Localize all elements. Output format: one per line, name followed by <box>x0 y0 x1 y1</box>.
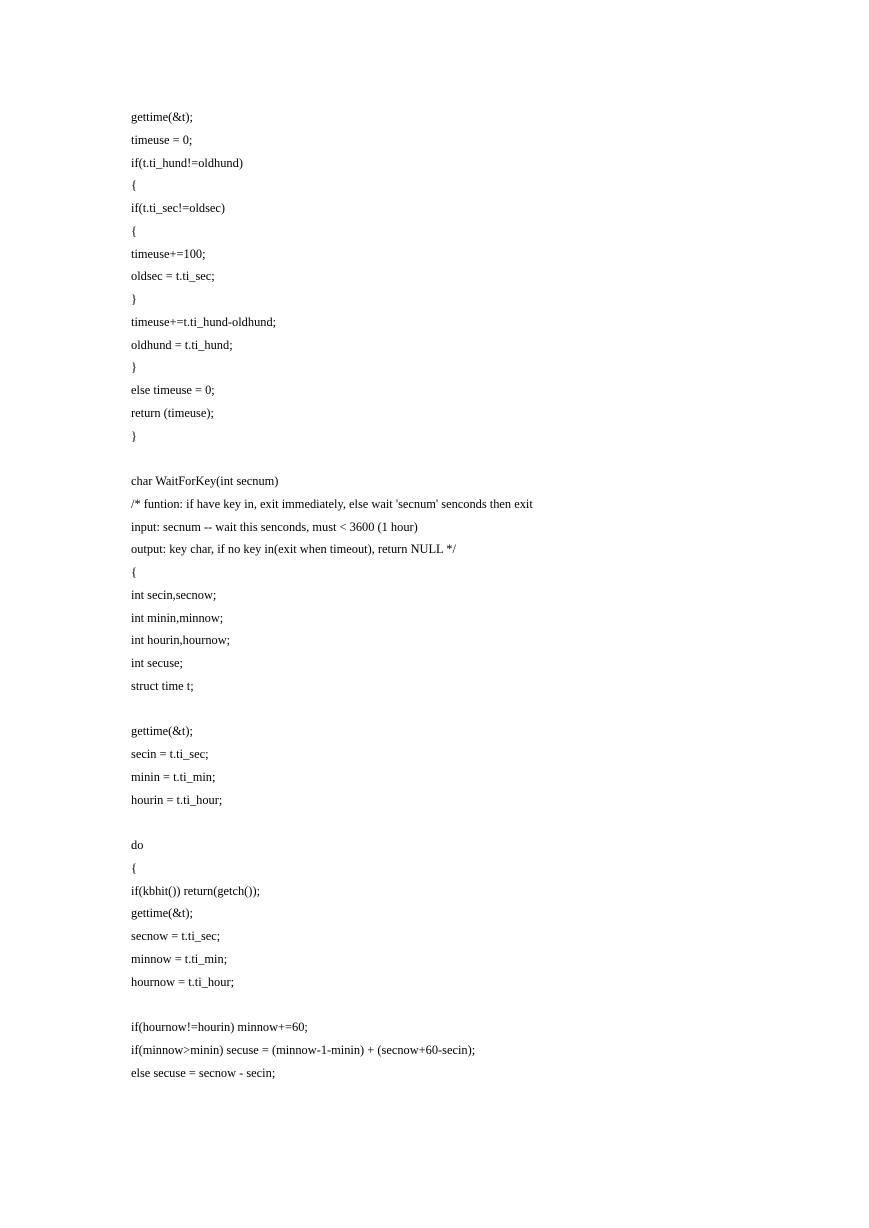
blank-line <box>131 811 831 834</box>
code-line: oldsec = t.ti_sec; <box>131 269 215 284</box>
code-line: else timeuse = 0; <box>131 383 215 397</box>
code-line: { <box>131 860 137 875</box>
code-line: secnow = t.ti_sec; <box>131 929 221 943</box>
code-line: gettime(&t); <box>131 724 193 739</box>
code-line: if(hournow!=hourin) minnow+=60; <box>131 1020 308 1034</box>
blank-line <box>131 698 831 721</box>
code-line: else secuse = secnow - secin; <box>131 1065 276 1080</box>
code-line: if(t.ti_hund!=oldhund) <box>131 155 243 170</box>
code-line: oldhund = t.ti_hund; <box>131 337 233 352</box>
blank-line <box>131 993 831 1016</box>
code-line: { <box>131 178 137 193</box>
code-line: /* funtion: if have key in, exit immediately, else wait 'secnum' senconds then exit <box>131 496 533 511</box>
code-line: char WaitForKey(int secnum) <box>131 474 279 488</box>
code-line: timeuse+=t.ti_hund-oldhund; <box>131 314 277 329</box>
code-line: int secin,secnow; <box>131 587 217 602</box>
code-line: } <box>131 428 137 443</box>
code-line: hourin = t.ti_hour; <box>131 792 223 807</box>
code-line: int secuse; <box>131 656 183 670</box>
code-line: output: key char, if no key in(exit when timeout), return NULL */ <box>131 542 456 557</box>
code-line: return (timeuse); <box>131 405 214 420</box>
code-line: struct time t; <box>131 678 194 693</box>
code-line: minnow = t.ti_min; <box>131 951 228 966</box>
code-line: int minin,minnow; <box>131 610 224 625</box>
code-line: gettime(&t); <box>131 110 193 124</box>
code-line: timeuse+=100; <box>131 246 206 261</box>
code-line: { <box>131 223 137 238</box>
code-line: timeuse = 0; <box>131 132 193 147</box>
code-line: if(kbhit()) return(getch()); <box>131 883 261 898</box>
blank-line <box>131 447 831 470</box>
code-line: hournow = t.ti_hour; <box>131 974 235 989</box>
code-line: { <box>131 565 137 579</box>
code-line: gettime(&t); <box>131 906 193 921</box>
code-line: input: secnum -- wait this senconds, must < 3600 (1 hour) <box>131 519 418 534</box>
code-line: secin = t.ti_sec; <box>131 747 209 761</box>
code-line: } <box>131 292 137 306</box>
code-line: if(minnow>minin) secuse = (minnow-1-minin) + (secnow+60-secin); <box>131 1042 476 1057</box>
code-listing <box>131 106 831 1084</box>
code-line: int hourin,hournow; <box>131 633 231 648</box>
code-line: minin = t.ti_min; <box>131 769 216 784</box>
code-line: } <box>131 360 137 375</box>
code-line: do <box>131 838 144 852</box>
code-line: if(t.ti_sec!=oldsec) <box>131 201 226 215</box>
